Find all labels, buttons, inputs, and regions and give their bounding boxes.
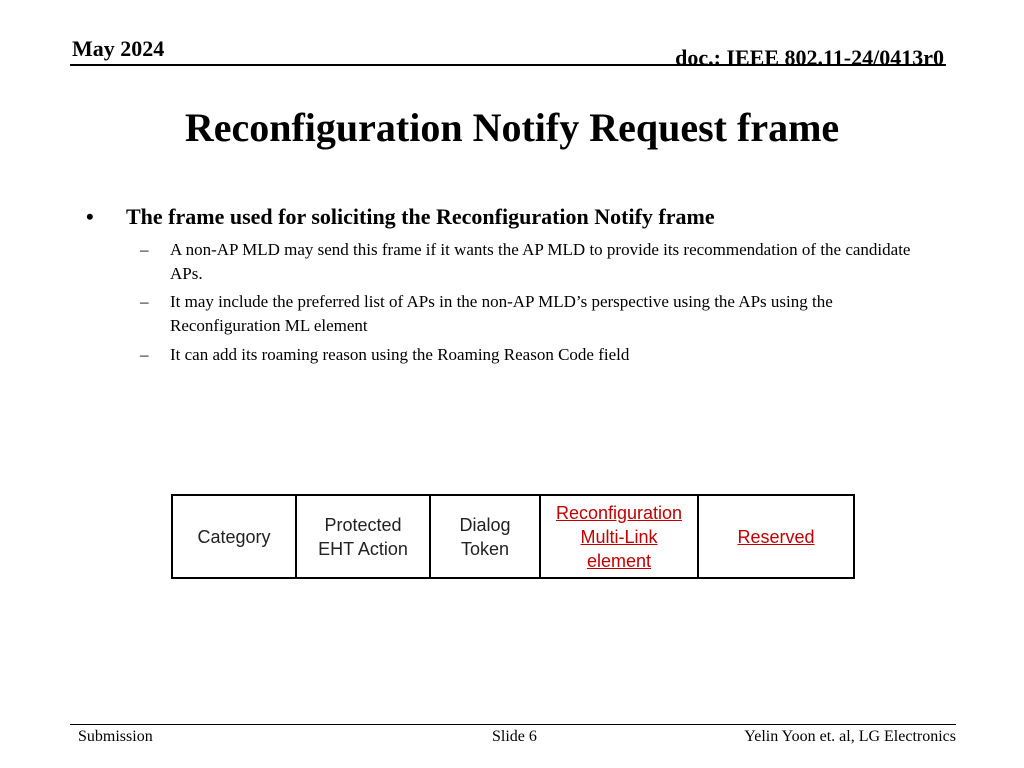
sub-item [140, 343, 930, 367]
cell-line: EHT Action [318, 538, 408, 559]
cell-line: Dialog [459, 514, 511, 535]
cell-line: Category [197, 526, 271, 547]
cell-line: element [586, 550, 652, 571]
cell-line: Reconfiguration [555, 502, 683, 523]
footer-divider [70, 724, 956, 725]
footer-slide-number: Slide 6 [492, 728, 537, 745]
cell-line: Token [460, 538, 510, 559]
footer-authors: Yelin Yoon et. al, LG Electronics [744, 728, 956, 745]
cell-line: Protected [324, 514, 402, 535]
dash-marker: – [140, 240, 149, 259]
dash-marker: – [140, 345, 149, 364]
sub-item [140, 290, 930, 338]
frame-format-table [171, 494, 855, 579]
field-protected-eht-action [296, 495, 430, 578]
field-reserved [698, 495, 854, 578]
header-date: May 2024 [72, 36, 165, 61]
footer-submission: Submission [78, 728, 153, 745]
header-doc-id: doc.: IEEE 802.11-24/0413r0 [675, 45, 944, 70]
header-divider [70, 64, 946, 66]
bullet-text: The frame used for soliciting the Reconfiguration Notify frame [126, 204, 715, 229]
table-row [172, 495, 854, 578]
dash-marker: – [140, 292, 149, 311]
field-reconfiguration-ml-element [540, 495, 698, 578]
sub-item-text: A non-AP MLD may send this frame if it wants the AP MLD to provide its recommendation of the candidate APs. [170, 240, 911, 283]
sub-item-text: It may include the preferred list of APs in the non-AP MLD’s perspective using the APs using the Reconfiguration ML element [170, 292, 833, 335]
sub-item [140, 238, 930, 286]
cell-line: Multi-Link [580, 526, 658, 547]
bullet-marker: • [86, 204, 94, 229]
slide-title: Reconfiguration Notify Request frame [184, 105, 840, 150]
sub-item-text: It can add its roaming reason using the Roaming Reason Code field [170, 345, 630, 364]
cell-line: Reserved [737, 526, 815, 547]
field-dialog-token [430, 495, 540, 578]
field-category [172, 495, 296, 578]
